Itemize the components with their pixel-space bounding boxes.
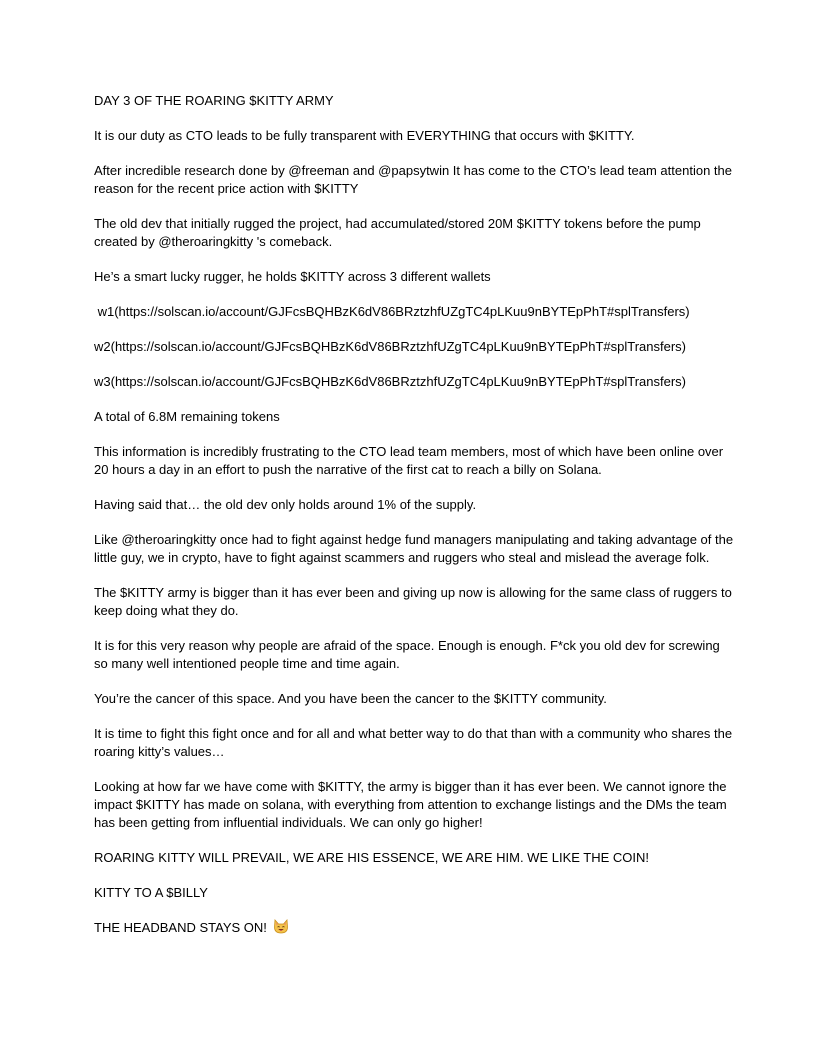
wallet-link-w3: w3(https://solscan.io/account/GJFcsBQHBzK6dV86BRztzhfUZgTC4pLKuu9nBYTEpPhT#splTransfers) — [94, 374, 686, 389]
paragraph-wallets: He’s a smart lucky rugger, he holds $KITTY across 3 different wallets — [94, 269, 491, 284]
paragraph-supply: Having said that… the old dev only holds around 1% of the supply. — [94, 497, 477, 512]
paragraph-headband — [94, 919, 734, 937]
paragraph-duty: It is our duty as CTO leads to be fully transparent with EVERYTHING that occurs with $KITTY. — [94, 128, 635, 143]
paragraph-cancer: You’re the cancer of this space. And you have been the cancer to the $KITTY community. — [94, 691, 607, 706]
paragraph-prevail: ROARING KITTY WILL PREVAIL, WE ARE HIS ESSENCE, WE ARE HIM. WE LIKE THE COIN! — [94, 850, 650, 865]
paragraph-how-far: Looking at how far we have come with $KITTY, the army is bigger than it has ever been. We cannot ignore the impact $KITTY has made on solana, with everything from attention to exchange listings and the DMs the team has been getting from influential individuals. We can only go higher! — [94, 779, 727, 830]
wallet-link-w1: w1(https://solscan.io/account/GJFcsBQHBzK6dV86BRztzhfUZgTC4pLKuu9nBYTEpPhT#splTransfers) — [94, 304, 690, 319]
paragraph-total-tokens: A total of 6.8M remaining tokens — [94, 409, 280, 424]
paragraph-afraid: It is for this very reason why people are afraid of the space. Enough is enough. F*ck you old dev for screwing so many well intentioned people time and time again. — [94, 638, 720, 671]
paragraph-research: After incredible research done by @freeman and @papsytwin It has come to the CTO’s lead team attention the reason for the recent price action with $KITTY — [94, 163, 732, 196]
paragraph-old-dev: The old dev that initially rugged the project, had accumulated/stored 20M $KITTY tokens before the pump created by @theroaringkitty 's comeback. — [94, 216, 701, 249]
paragraph-army-bigger: The $KITTY army is bigger than it has ever been and giving up now is allowing for the same class of ruggers to keep doing what they do. — [94, 585, 732, 618]
document-body — [94, 92, 734, 954]
closing-text: THE HEADBAND STAYS ON! — [94, 920, 271, 935]
document-title: DAY 3 OF THE ROARING $KITTY ARMY — [94, 93, 334, 108]
paragraph-billy: KITTY TO A $BILLY — [94, 885, 208, 900]
smiling-cat-emoji-icon — [273, 919, 289, 934]
wallet-link-w2: w2(https://solscan.io/account/GJFcsBQHBzK6dV86BRztzhfUZgTC4pLKuu9nBYTEpPhT#splTransfers) — [94, 339, 686, 354]
paragraph-frustrating: This information is incredibly frustrating to the CTO lead team members, most of which have been online over 20 hours a day in an effort to push the narrative of the first cat to reach a billy on Solana. — [94, 444, 724, 477]
paragraph-fight: It is time to fight this fight once and for all and what better way to do that than with a community who shares the roaring kitty’s values… — [94, 726, 733, 759]
paragraph-hedge-fund: Like @theroaringkitty once had to fight against hedge fund managers manipulating and taking advantage of the little guy, we in crypto, have to fight against scammers and ruggers who steal and mislead the average folk. — [94, 532, 734, 565]
